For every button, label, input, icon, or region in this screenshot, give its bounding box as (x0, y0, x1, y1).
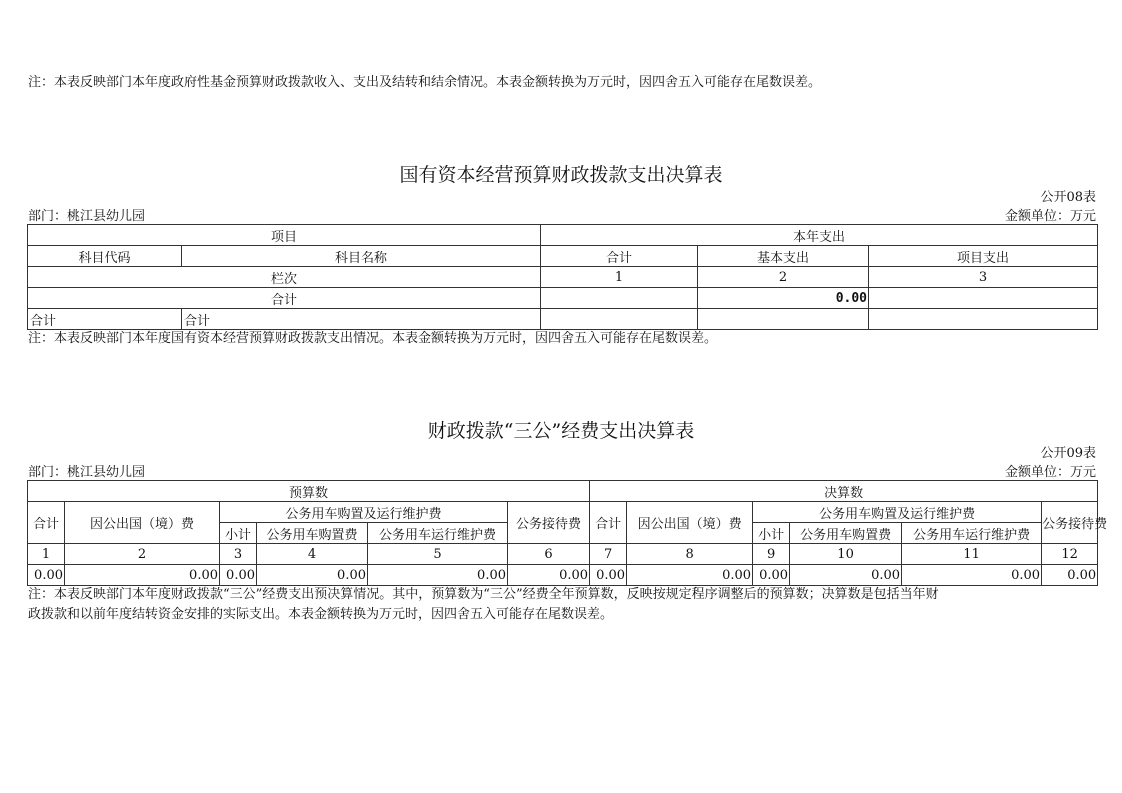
table09-value: 0.00 (257, 565, 368, 586)
table09-h-abroad: 因公出国（境）费 (65, 502, 220, 544)
table08-sum-label: 合计 (28, 288, 541, 309)
table09-col: 9 (753, 544, 790, 565)
table08-sum-item (869, 288, 1098, 309)
table09-col: 4 (257, 544, 368, 565)
table09-dept: 部门：桃江县幼儿园 (28, 465, 146, 480)
table08-h-project: 项目 (28, 225, 541, 246)
table09-h-reception-final: 公务接待费 (1042, 502, 1098, 544)
table08-h-total: 合计 (541, 246, 698, 267)
table09-col: 5 (368, 544, 508, 565)
table08-col1: 1 (541, 267, 698, 288)
table09-value: 0.00 (627, 565, 753, 586)
table09-value: 0.00 (1042, 565, 1098, 586)
table08-h-code: 科目代码 (28, 246, 182, 267)
table09-col: 12 (1042, 544, 1098, 565)
table08-row-basic (698, 309, 869, 330)
table09-note-line1: 注：本表反映部门本年度财政拨款“三公”经费支出预决算情况。其中，预算数为“三公”经费全年预算数，反映按规定程序调整后的预算数；决算数是包括当年财 (28, 587, 939, 602)
table08 (27, 224, 1098, 330)
top-note: 注：本表反映部门本年度政府性基金预算财政拨款收入、支出及结转和结余情况。本表金额转换为万元时，因四舍五入可能存在尾数误差。 (28, 75, 822, 90)
table09-unit: 金额单位：万元 (1004, 465, 1096, 480)
table09-code: 公开09表 (1040, 446, 1096, 461)
table08-h-basic: 基本支出 (698, 246, 869, 267)
table09-h-reception: 公务接待费 (508, 502, 590, 544)
table09-value: 0.00 (65, 565, 220, 586)
table09-h-maint: 公务用车运行维护费 (368, 523, 508, 544)
table09-value: 0.00 (220, 565, 257, 586)
table08-dept: 部门：桃江县幼儿园 (28, 209, 146, 224)
table09-col: 11 (902, 544, 1042, 565)
table09-value: 0.00 (902, 565, 1042, 586)
table09-h-purchase-final: 公务用车购置费 (790, 523, 902, 544)
table09-value: 0.00 (790, 565, 902, 586)
table08-h-item: 项目支出 (869, 246, 1098, 267)
table09-value: 0.00 (368, 565, 508, 586)
table08-row-code: 合计 (28, 309, 182, 330)
table09-h-final: 决算数 (590, 481, 1098, 502)
table09-h-total: 合计 (28, 502, 65, 544)
table08-unit: 金额单位：万元 (1004, 209, 1096, 224)
table08-h-current: 本年支出 (541, 225, 1098, 246)
table08-sum-total (541, 288, 698, 309)
table09-h-vehicle-final: 公务用车购置及运行维护费 (753, 502, 1042, 523)
table09-col: 7 (590, 544, 627, 565)
table09-h-purchase: 公务用车购置费 (257, 523, 368, 544)
table09-title: 财政拨款“三公”经费支出决算表 (427, 420, 695, 442)
table08-col3: 3 (869, 267, 1098, 288)
table08-h-name: 科目名称 (182, 246, 541, 267)
table08-row-total (541, 309, 698, 330)
table08-row-col: 栏次 (28, 267, 541, 288)
table09-h-maint-final: 公务用车运行维护费 (902, 523, 1042, 544)
table09-note-line2: 政拨款和以前年度结转资金安排的实际支出。本表金额转换为万元时，因四舍五入可能存在尾数误差。 (28, 607, 614, 622)
table09-h-subtotal-final: 小计 (753, 523, 790, 544)
table09-value: 0.00 (508, 565, 590, 586)
table08-title: 国有资本经营预算财政拨款支出决算表 (399, 164, 723, 186)
table09-h-total-final: 合计 (590, 502, 627, 544)
table09-h-abroad-final: 因公出国（境）费 (627, 502, 753, 544)
table09-col: 10 (790, 544, 902, 565)
table09-col: 2 (65, 544, 220, 565)
table09-col: 6 (508, 544, 590, 565)
table08-col2: 2 (698, 267, 869, 288)
table08-code: 公开08表 (1040, 190, 1096, 205)
table09-col: 8 (627, 544, 753, 565)
table09-col: 1 (28, 544, 65, 565)
table09 (27, 480, 1108, 586)
table09-h-budget: 预算数 (28, 481, 590, 502)
table08-row-name: 合计 (182, 309, 541, 330)
table09-col: 3 (220, 544, 257, 565)
table09-value: 0.00 (753, 565, 790, 586)
table09-h-subtotal: 小计 (220, 523, 257, 544)
table08-row-item (869, 309, 1098, 330)
table08-sum-basic: 0.00 (698, 288, 869, 309)
table08-note: 注：本表反映部门本年度国有资本经营预算财政拨款支出情况。本表金额转换为万元时，因四舍五入可能存在尾数误差。 (28, 331, 718, 346)
table09-value: 0.00 (28, 565, 65, 586)
table09-h-vehicle: 公务用车购置及运行维护费 (220, 502, 508, 523)
table09-value: 0.00 (590, 565, 627, 586)
